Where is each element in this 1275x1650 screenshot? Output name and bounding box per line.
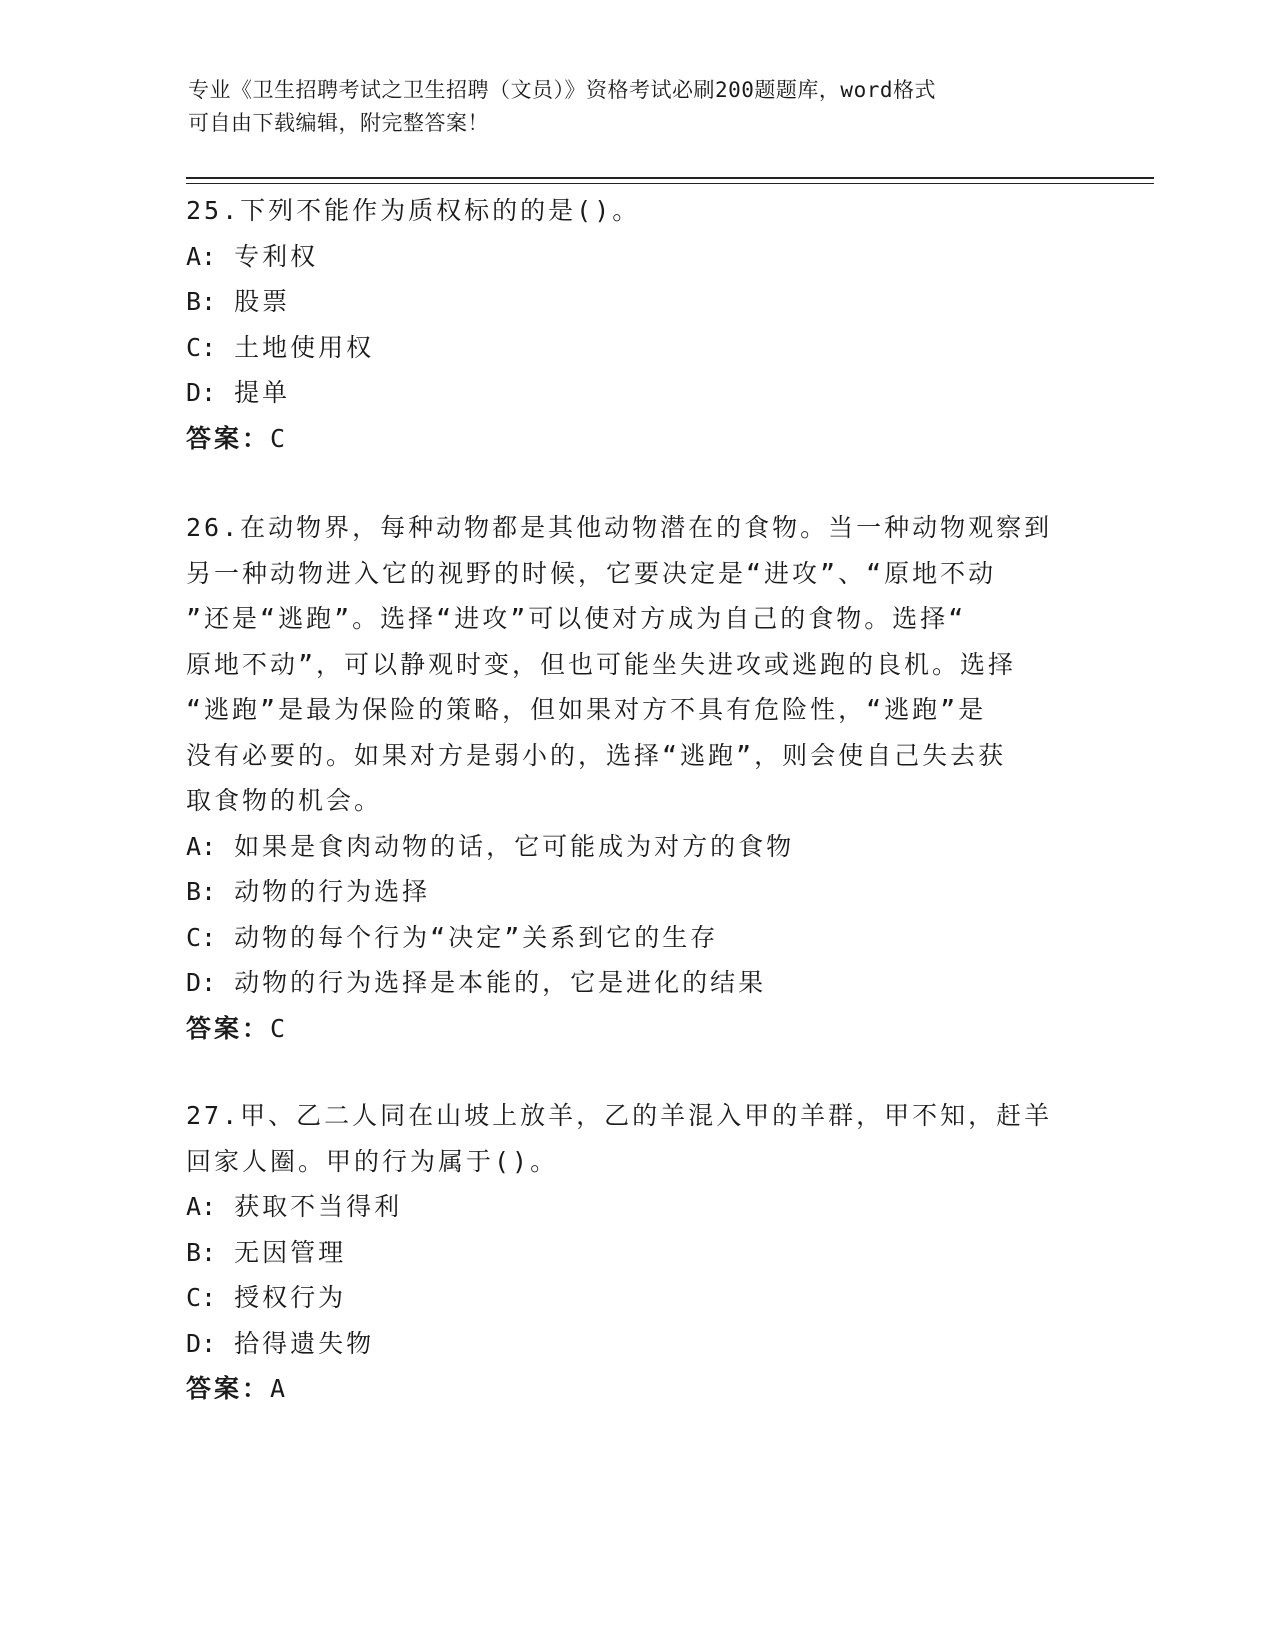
question-text: 25.下列不能作为质权标的的是()。 [186, 196, 641, 225]
answer-label: 答案： [186, 423, 271, 453]
option-key: A: [186, 831, 217, 861]
option-text: 专利权 [234, 241, 319, 271]
answer-line [186, 1366, 1086, 1412]
option-key: C: [186, 922, 217, 952]
question-text: 回家人圈。甲的行为属于()。 [186, 1146, 559, 1176]
header-line: 专业《卫生招聘考试之卫生招聘（文员）》资格考试必刷200题题库，word格式 [188, 78, 936, 102]
option-key: B: [186, 877, 217, 906]
option-d [186, 370, 1086, 416]
option-a [186, 234, 1086, 280]
option-text: 动物的每个行为“决定”关系到它的生存 [234, 922, 719, 952]
question-text: 26.在动物界，每种动物都是其他动物潜在的食物。当一种动物观察到 [186, 513, 1053, 542]
option-a [186, 824, 1086, 870]
question-text: ”还是“逃跑”。选择“进攻”可以使对方成为自己的食物。选择“ [186, 604, 967, 633]
option-text: 获取不当得利 [234, 1192, 403, 1221]
question-block [186, 1093, 1086, 1412]
question-text: 另一种动物进入它的视野的时候，它要决定是“进攻”、“原地不动 [186, 558, 997, 588]
document-header [188, 74, 1068, 140]
option-text: 拾得遗失物 [234, 1328, 375, 1358]
answer-value: A [270, 1374, 288, 1403]
answer-value: C [270, 423, 288, 453]
option-text: 股票 [234, 287, 291, 316]
question-text: 没有必要的。如果对方是弱小的，选择“逃跑”，则会使自己失去获 [186, 740, 1007, 770]
option-text: 无因管理 [234, 1237, 347, 1267]
option-key: C: [186, 1283, 217, 1312]
option-text: 授权行为 [234, 1283, 347, 1312]
answer-line [186, 1006, 1086, 1052]
option-key: D: [186, 378, 217, 407]
question-text: 取食物的机会。 [186, 786, 383, 815]
header-divider [186, 177, 1154, 179]
header-divider [186, 183, 1154, 184]
question-text: 原地不动”，可以静观时变，但也可能坐失进攻或逃跑的良机。选择 [186, 649, 1017, 679]
option-c [186, 915, 1086, 961]
option-text: 动物的行为选择是本能的，它是进化的结果 [234, 968, 767, 997]
answer-value: C [270, 1013, 288, 1043]
answer-label: 答案： [186, 1374, 271, 1403]
option-key: B: [186, 1237, 217, 1267]
option-key: B: [186, 287, 217, 316]
option-text: 如果是食肉动物的话，它可能成为对方的食物 [234, 831, 795, 861]
header-line: 可自由下载编辑，附完整答案！ [188, 111, 489, 135]
option-b [186, 1230, 1086, 1276]
question-text: 27.甲、乙二人同在山坡上放羊，乙的羊混入甲的羊群，甲不知，赶羊 [186, 1101, 1053, 1130]
option-d [186, 960, 1086, 1006]
option-text: 提单 [234, 378, 291, 407]
option-key: D: [186, 1328, 217, 1358]
question-block [186, 188, 1086, 461]
answer-label: 答案： [186, 1013, 271, 1043]
option-c [186, 1275, 1086, 1321]
option-b [186, 279, 1086, 325]
option-c [186, 325, 1086, 371]
answer-line [186, 416, 1086, 462]
option-text: 土地使用权 [234, 332, 375, 362]
option-key: D: [186, 968, 217, 997]
question-text: “逃跑”是最为保险的策略，但如果对方不具有危险性，“逃跑”是 [186, 695, 987, 724]
option-b [186, 869, 1086, 915]
option-key: A: [186, 1192, 217, 1221]
option-key: A: [186, 241, 217, 271]
option-a [186, 1184, 1086, 1230]
question-block [186, 505, 1086, 1051]
option-d [186, 1321, 1086, 1367]
option-key: C: [186, 332, 217, 362]
option-text: 动物的行为选择 [234, 877, 431, 906]
